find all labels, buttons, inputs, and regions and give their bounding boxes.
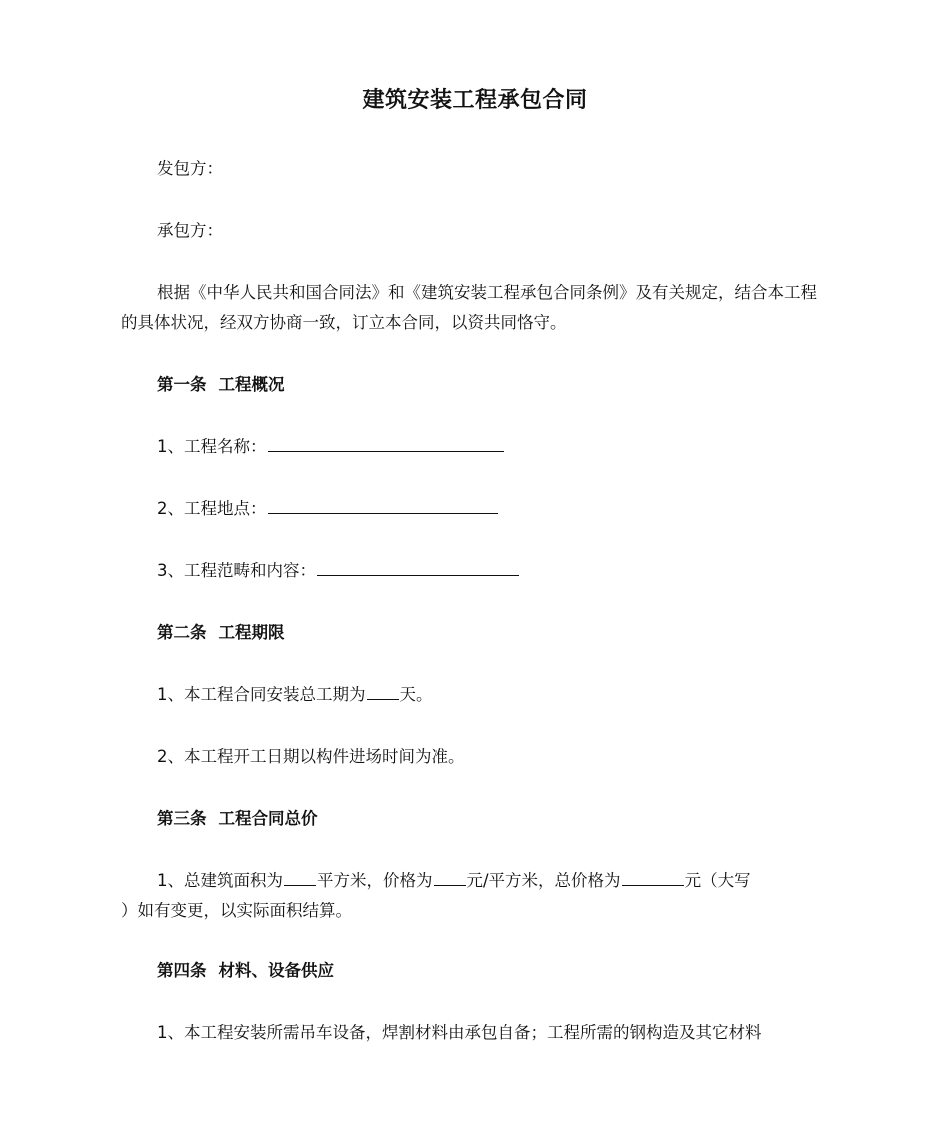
area-text-d: 元（大写: [684, 871, 751, 890]
project-scope-label: 3、工程范畴和内容：: [157, 561, 316, 580]
article3-title: 工程合同总价: [218, 809, 318, 828]
article1-item3: [121, 556, 867, 586]
article3-number: 第三条: [157, 809, 207, 828]
start-date-text: 2、本工程开工日期以构件进场时间为准。: [157, 747, 465, 766]
duration-text-pre: 1、本工程合同安装总工期为: [157, 685, 366, 704]
duration-days-blank: [367, 698, 399, 700]
document-title: 建筑安装工程承包合同: [362, 88, 588, 113]
area-text-e: ）如有变更，以实际面积结算。: [121, 901, 352, 920]
party-b-label: 承包方：: [157, 221, 223, 240]
article3-heading: [121, 804, 867, 834]
area-text-a: 1、总建筑面积为: [157, 871, 283, 890]
article4-heading: [121, 956, 867, 986]
project-name-label: 1、工程名称：: [157, 437, 267, 456]
article4-number: 第四条: [157, 961, 207, 980]
project-scope-blank: [317, 574, 519, 576]
materials-text: 1、本工程安装所需吊车设备，焊割材料由承包自备；工程所需的钢构造及其它材料: [157, 1023, 762, 1042]
article1-heading: [121, 370, 867, 400]
project-name-blank: [268, 450, 504, 452]
article3-item1-line2: [121, 896, 831, 926]
article1-item1: [121, 432, 867, 462]
article4-title: 材料、设备供应: [218, 961, 334, 980]
project-location-label: 2、工程地点：: [157, 499, 267, 518]
duration-text-post: 天。: [399, 685, 433, 704]
article2-item2: [121, 742, 867, 772]
unit-price-blank: [434, 884, 466, 886]
article2-title: 工程期限: [218, 623, 285, 642]
party-a-line: [121, 154, 867, 184]
article1-item2: [121, 494, 867, 524]
total-price-blank: [622, 884, 684, 886]
article2-number: 第二条: [157, 623, 207, 642]
article2-item1: [121, 680, 867, 710]
party-a-label: 发包方：: [157, 159, 223, 178]
article1-number: 第一条: [157, 375, 207, 394]
preamble-paragraph: 根据《中华人民共和国合同法》和《建筑安装工程承包合同条例》及有关规定，结合本工程的具体状况，经双方协商一致，订立本合同，以资共同恪守。: [121, 283, 817, 332]
area-blank: [284, 884, 316, 886]
area-text-c: 元/平方米，总价格为: [466, 871, 621, 890]
party-b-line: [121, 216, 867, 246]
article1-title: 工程概况: [218, 375, 285, 394]
project-location-blank: [268, 512, 498, 514]
article2-heading: [121, 618, 867, 648]
article3-item1-line1: [121, 866, 867, 896]
area-text-b: 平方米，价格为: [317, 871, 433, 890]
article4-item1: [121, 1018, 867, 1048]
